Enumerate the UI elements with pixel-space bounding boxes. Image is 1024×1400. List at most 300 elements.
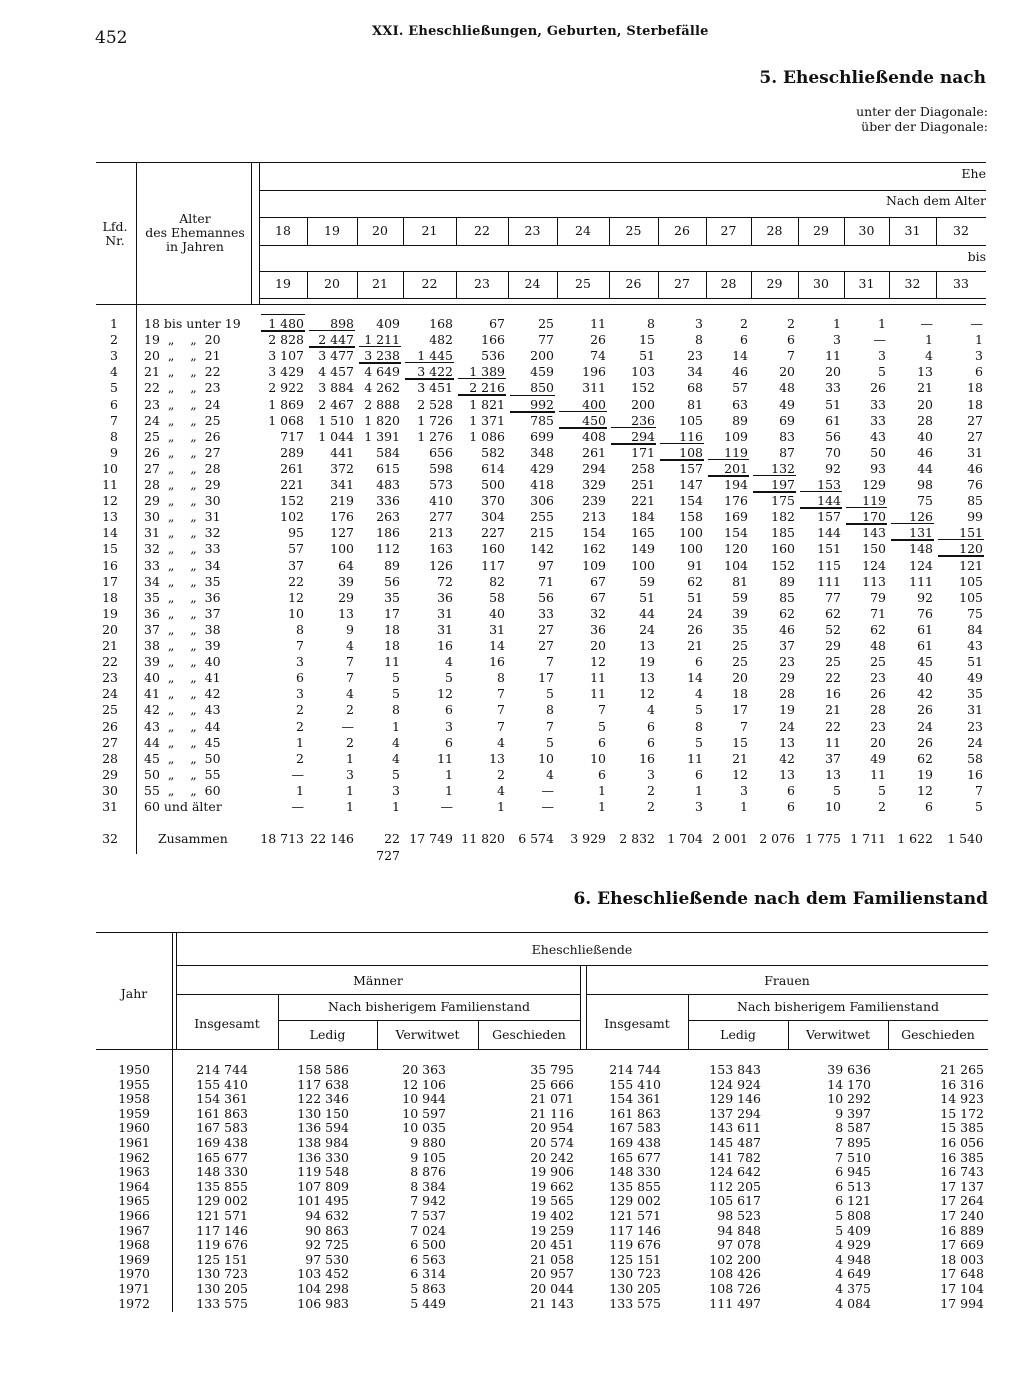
table6-cell: 214 744 [609,1062,661,1077]
column-from-age: 23 [524,223,541,238]
table5-cell: 24 [779,718,795,734]
table5-cell: 277 [429,509,453,525]
column-to-age: 25 [575,276,591,291]
table5-cell: 132 [771,460,795,476]
table5-cell: 12 [639,686,655,702]
table5-cell: 127 [330,525,354,541]
table5-rule [403,217,404,245]
table5-cell: 1 [392,718,400,734]
table6-cell: 18 003 [940,1251,984,1267]
table6-cell: 122 346 [297,1091,349,1107]
column-from-age: 27 [720,223,737,238]
table5-cell: 614 [481,460,505,476]
table6-cell: 129 002 [609,1193,661,1209]
table5-cell: 154 [679,493,703,509]
year-label: 1968 [118,1237,150,1253]
table5-cell: 2 [296,702,304,718]
table5-cell: 2 832 [619,831,655,846]
table5-cell: 27 [967,412,983,428]
table5-cell: 4 [695,686,703,702]
table5-cell: 7 [975,782,983,798]
table6-cell: 5 409 [835,1222,871,1238]
table5-cell: 289 [280,444,304,460]
table5-cell: 109 [724,428,748,444]
table5-cell: 19 [917,766,933,782]
table5-cell: 64 [338,557,354,573]
table5-cell: 126 [429,557,453,573]
table5-cell: 25 [732,654,748,670]
table5-cell: 1 445 [417,348,453,364]
table5-cell: 1 [346,799,354,814]
column-from-age: 28 [766,223,783,238]
table5-cell: 7 [546,654,554,670]
table6-cell: 9 880 [410,1135,446,1150]
table6-cell: 17 669 [940,1237,984,1253]
table5-cell: 102 [280,509,304,525]
row-number: 31 [102,799,118,814]
table5-cell: 418 [530,477,554,492]
column-from-age: 31 [904,223,921,238]
year-label: 1971 [118,1281,150,1296]
table5-cell: 176 [330,509,354,525]
frauen-geschieden-header: Geschieden [901,1027,975,1042]
table5-cell: 98 [917,477,933,492]
table6-cell: 10 292 [827,1091,871,1107]
table5-cell: 5 [833,782,841,798]
table5-cell: 151 [959,525,983,541]
table5-cell: 3 429 [268,364,304,380]
table6-cell: 148 330 [609,1164,661,1180]
table5-cell: 500 [481,477,505,492]
table5-cell: 6 [695,654,703,670]
table6-cell: 135 855 [196,1178,248,1194]
table5-cell: 261 [582,444,606,460]
year-label: 1958 [118,1091,150,1107]
table5-cell: 157 [679,460,703,476]
table5-cell: 26 [917,734,933,750]
age-group-label: 50 „ „ 55 [144,766,221,782]
table5-cell: 56 [384,573,400,589]
table5-cell: 5 [975,799,983,814]
table5-cell: 147 [679,477,703,492]
table5-rule [609,217,610,245]
table6-cell: 137 294 [709,1105,761,1121]
row-number: 6 [110,396,118,412]
table5-cell: 99 [967,509,983,525]
table5-cell: 46 [917,444,933,460]
table5-cell: 4 [546,766,554,782]
table5-cell: 14 [732,348,748,364]
age-group-label: 24 „ „ 25 [144,412,221,428]
table6-cell: 19 259 [530,1222,574,1238]
table5-cell: 1 820 [364,412,400,428]
table5-cell: 25 [538,316,554,331]
table6-cell: 130 723 [609,1266,661,1282]
age-group-label: 33 „ „ 34 [144,557,221,573]
table6-cell: 20 954 [530,1120,574,1136]
table6-cell: 14 170 [827,1076,871,1092]
table5-cell: 8 [647,316,655,331]
table5-cell: 11 [590,686,606,702]
frauen-verwitwet-header: Verwitwet [805,1027,871,1042]
table5-cell: 3 451 [417,380,453,396]
table5-cell: 263 [376,509,400,525]
table5-cell: 149 [631,541,655,557]
table5-cell: 62 [687,573,703,589]
table5-cell: 24 [639,621,655,637]
table5-cell: 2 [346,702,354,718]
table6-cell: 214 744 [196,1062,248,1077]
age-group-label: 32 „ „ 33 [144,541,221,557]
table5-cell: 2 216 [469,380,505,396]
row-number: 23 [102,670,118,686]
table5-rule [658,217,659,245]
age-group-label: 23 „ „ 24 [144,396,221,412]
year-label: 1972 [118,1295,150,1311]
table5-cell: 329 [582,477,606,492]
table5-cell: 5 [445,670,453,686]
table5-cell: 598 [429,460,453,476]
table5-cell: 20 [732,670,748,686]
year-label: 1959 [118,1105,150,1121]
table5-cell: 129 [862,477,886,492]
table5-cell: 31 [437,621,453,637]
table5-rule [557,217,558,245]
row-number: 15 [102,541,118,557]
table5-cell: 5 [878,782,886,798]
table5-cell: 236 [631,412,655,428]
table6-cell: 6 314 [410,1266,446,1282]
table5-cell: 28 [917,412,933,428]
table6-cell: 7 510 [835,1149,871,1165]
table6-cell: 97 530 [305,1251,349,1267]
table5-cell: 441 [330,444,354,460]
table5-cell: 2 [740,316,748,331]
table5-cell: 1 [445,782,453,798]
table6-cell: 16 889 [940,1222,984,1238]
table5-cell: 8 [296,621,304,637]
table5-cell: 144 [817,493,841,509]
column-from-age: 26 [674,223,690,238]
table6-cell: 130 205 [196,1281,248,1296]
table5-cell: 2 [647,799,655,814]
table6-cell: 5 863 [410,1281,446,1296]
table5-cell: 31 [489,621,505,637]
table5-cell: 182 [771,509,795,525]
table6-header-bottom-rule [96,1049,988,1050]
table5-cell: 163 [429,541,453,557]
table6-cell: 17 994 [940,1295,984,1311]
table5-cell: 4 [497,782,505,798]
table5-cell: 100 [330,541,354,557]
table5-cell: 4 [497,734,505,750]
table5-cell: 37 [779,638,795,653]
row-number: 4 [110,364,118,380]
table5-cell: 25 [732,638,748,653]
row-number: 28 [102,750,118,766]
table5-cell: 25 [825,654,841,670]
table5-cell: 67 [590,589,606,605]
year-label: 1970 [118,1266,150,1282]
table5-cell: 70 [825,444,841,460]
table5-cell: 450 [582,412,606,428]
lfd-header: Lfd. Nr. [102,219,128,248]
row-number: 8 [110,428,118,444]
table5-cell: 81 [687,396,703,412]
age-group-label: 25 „ „ 26 [144,428,221,444]
table5-cell: 1 622 [897,831,933,846]
table5-cell: 111 [909,573,933,589]
table5-header-bottom-rule [96,304,986,305]
table5-cell: 2 [878,799,886,814]
table5-cell: 126 [909,509,933,525]
row-number: 14 [102,525,118,541]
table5-cell: 43 [967,638,983,653]
table5-cell: 3 422 [417,364,453,380]
age-group-label: 38 „ „ 39 [144,638,221,653]
table6-cell: 135 855 [609,1178,661,1194]
age-group-label: 22 „ „ 23 [144,380,221,396]
row-number: 3 [110,348,118,364]
table5-rule [889,271,890,298]
table5-rule [844,217,845,245]
age-group-label: 37 „ „ 38 [144,621,221,637]
table5-cell: 17 [732,702,748,718]
table5-cell: 143 [862,525,886,541]
table5-cell: 91 [687,557,703,573]
row-number: 26 [102,718,118,734]
table5-cell: 71 [538,573,554,589]
table6-title: 6. Eheschließende nach dem Familienstand [573,889,988,909]
table5-cell: 13 [338,605,354,621]
table6-rule [278,1020,580,1021]
table6-cell: 129 146 [709,1091,761,1107]
table6-rule [688,1020,988,1021]
table5-cell: 261 [280,460,304,476]
table6-cell: 35 795 [530,1062,574,1077]
table6-cell: 155 410 [609,1076,661,1092]
frauen-familienstand-header: Nach bisherigem Familienstand [737,999,939,1014]
table6-cell: 6 500 [410,1237,446,1253]
table5-cell: 2 467 [318,396,354,412]
table6-cell: 158 586 [297,1062,349,1077]
table5-cell: 157 [817,509,841,525]
table6-cell: 7 537 [410,1208,446,1223]
table5-cell: 2 447 [318,332,354,348]
year-label: 1963 [118,1164,150,1180]
table5-cell: 6 [787,799,795,814]
table5-cell: 336 [376,493,400,509]
table6-cell: 124 642 [709,1164,761,1180]
table5-cell: 15 [732,734,748,750]
table5-cell: 131 [909,525,933,541]
table5-cell: 44 [639,605,655,621]
table5-cell: 153 [817,477,841,492]
table5-cell: 46 [732,364,748,380]
table5-cell: 7 [497,686,505,702]
table6-cell: 10 944 [402,1091,446,1107]
table5-cell: 1 821 [469,396,505,412]
table5-cell: 85 [779,589,795,605]
table5-cell: 82 [489,573,505,589]
table5-cell: 6 [925,799,933,814]
table5-cell: 13 [825,766,841,782]
table5-cell: 1 [346,750,354,766]
table5-cell: 15 [639,332,655,348]
table5-cell: 151 [817,541,841,557]
table5-cell: 27 [538,638,554,653]
table5-cell: 166 [481,332,505,348]
table5-cell: 8 [497,670,505,686]
table6-cell: 108 426 [709,1266,761,1282]
table5-cell: 5 [695,734,703,750]
table5-cell: 56 [825,428,841,444]
table5-cell: 4 649 [364,364,400,380]
table5-cell: 194 [724,477,748,492]
table6-cell: 117 638 [297,1076,349,1092]
table6-cell: 20 363 [402,1062,446,1077]
table6-cell: 112 205 [709,1178,761,1194]
row-number: 24 [102,686,118,702]
table5-cell: 29 [779,670,795,686]
row-number: 2 [110,332,118,348]
table5-cell: 16 [437,638,453,653]
table5-cell: 221 [280,477,304,492]
table5-cell: 46 [967,460,983,476]
table5-cell: 7 [497,702,505,718]
table5-cell: 22 146 [310,831,354,846]
table5-cell: 21 [732,750,748,766]
table5-cell: 22 727 [376,831,400,863]
table5-cell: 95 [288,525,304,541]
diagonal-legend-below: unter der Diagonale: [856,104,988,119]
table5-cell: 7 [346,670,354,686]
column-to-age: 19 [275,276,291,291]
table5-cell: — [291,766,304,782]
table5-cell: 170 [862,509,886,525]
table5-cell: 5 [392,766,400,782]
table5-cell: 221 [631,493,655,509]
column-from-age: 25 [625,223,642,238]
table5-cell: — [920,316,933,331]
table5-cell: 79 [870,589,886,605]
table5-cell: 51 [687,589,703,605]
table5-cell: 227 [481,525,505,541]
table5 [96,162,986,863]
table5-cell: 62 [917,750,933,766]
row-number: 17 [102,573,118,589]
table6-cell: 6 945 [835,1164,871,1180]
table5-cell: 120 [724,541,748,557]
table5-cell: 2 528 [417,396,453,412]
table5-rule [706,271,707,298]
age-group-label: 18 bis unter 19 [144,316,241,331]
table5-cell: 20 [590,638,606,653]
frauen-ledig-header: Ledig [720,1027,756,1042]
table5-cell: 219 [330,493,354,509]
table6-cell: 165 677 [609,1149,661,1165]
table5-rule [844,271,845,298]
table5-cell: 255 [530,509,554,525]
table5-cell: 3 107 [268,348,304,364]
table6-cell: 119 548 [297,1164,349,1180]
table5-rule [798,217,799,245]
table6-cell: 121 571 [196,1208,248,1223]
table5-rule [751,217,752,245]
table5-cell: 43 [870,428,886,444]
table5-cell: 1 [296,782,304,798]
table5-cell: 26 [870,686,886,702]
table5-cell: 21 [917,380,933,396]
table5-rule [259,217,986,218]
year-label: 1955 [118,1076,150,1092]
table5-cell: 1 044 [318,428,354,444]
table5-cell: 6 [598,766,606,782]
table5-cell: 1 869 [268,396,304,412]
table6-cell: 8 876 [410,1164,446,1180]
table5-cell: 1 [296,734,304,750]
table5-cell: 584 [376,444,400,460]
table5-cell: 67 [489,316,505,331]
table5-cell: 8 [392,702,400,718]
table5-rule [508,217,509,245]
table6-cell: 10 597 [402,1105,446,1121]
table5-cell: 117 [481,557,505,573]
table5-cell: 1 371 [469,412,505,428]
table5-cell: 109 [582,557,606,573]
column-from-age: 29 [813,223,829,238]
maenner-geschieden-header: Geschieden [492,1027,566,1042]
table6-cell: 7 942 [410,1193,446,1209]
table6-rule [176,965,988,966]
table5-cell: 36 [437,589,453,605]
table5-rule [307,217,308,245]
table5-cell: 35 [967,686,983,702]
table6-cell: 141 782 [709,1149,761,1165]
maenner-ledig-header: Ledig [309,1027,346,1042]
maenner-insgesamt-header: Insgesamt [194,1016,260,1031]
table5-cell: 52 [825,621,841,637]
table5-cell: 165 [631,525,655,541]
table6-cell: 15 385 [940,1120,984,1136]
table5-cell: 93 [870,460,886,476]
table5-cell: 24 [917,718,933,734]
table5-cell: 33 [870,396,886,412]
table5-cell: 51 [639,348,655,364]
table5-cell: 6 [598,734,606,750]
table6-cell: 17 137 [940,1178,984,1194]
table6-cell: 21 071 [530,1091,574,1107]
table5-cell: 58 [489,589,505,605]
table5-cell: 1 068 [268,412,304,428]
table5-cell: 3 [296,654,304,670]
table5-cell: 175 [771,493,795,509]
age-group-label: 34 „ „ 35 [144,573,221,589]
table5-rule [307,271,308,298]
column-to-age: 21 [372,276,388,291]
diagonal-legend-above: über der Diagonale: [861,119,988,134]
table5-cell: 5 [546,686,554,702]
column-from-age: 21 [421,223,438,238]
table5-cell: 48 [779,380,795,396]
table5-cell: 112 [376,541,400,557]
year-label: 1967 [118,1222,150,1238]
table5-cell: 3 [296,686,304,702]
table5-cell: 116 [679,428,703,444]
year-label: 1950 [118,1062,150,1077]
table5-cell: 582 [481,444,505,460]
table5-cell: 6 [695,766,703,782]
